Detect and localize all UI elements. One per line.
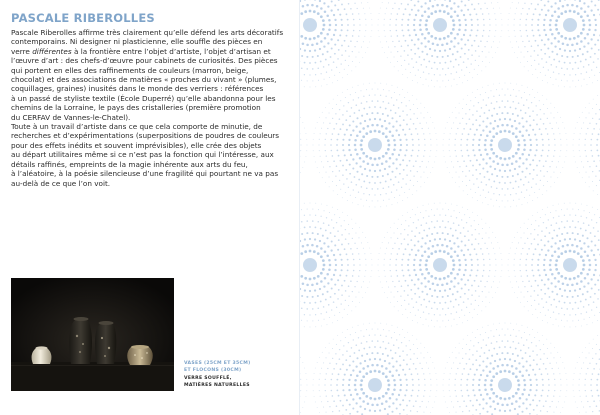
text-line: au-delà de ce que l’on voit. bbox=[11, 178, 111, 188]
beige-vase bbox=[127, 345, 153, 365]
burst-motif bbox=[300, 323, 307, 415]
caption-line: MATIÈRES NATURELLES bbox=[184, 383, 250, 388]
text-line: au départ utilitaires même si ce n’est pas la fonction qui l’intéresse, aux bbox=[11, 150, 274, 160]
burst-motif bbox=[573, 83, 600, 208]
paragraph-1 bbox=[11, 28, 291, 122]
text-line: recherches et d’expérimentations (superpositions de poudres de couleurs bbox=[11, 131, 280, 141]
burst-motif bbox=[508, 0, 600, 87]
caption-line: VASES (25CM ET 35CM) bbox=[184, 361, 251, 366]
burst-motif bbox=[300, 203, 372, 328]
text-line: Toute à un travail d’artiste dans ce que cela comporte de minutie, de bbox=[11, 122, 263, 132]
caption-line: ET FLOCONS (30CM) bbox=[184, 368, 242, 373]
dark-vase-left bbox=[69, 317, 92, 364]
burst-motif bbox=[508, 203, 600, 328]
burst-motif bbox=[443, 323, 568, 415]
text-line: à l’aléatoire, à la poésie silencieuse d’une fragilité qui pourtant ne va pas bbox=[11, 169, 279, 179]
radial-dot-pattern bbox=[300, 0, 600, 415]
burst-motif bbox=[313, 83, 438, 208]
text-line: coquillages, graines) inusités dans le monde des verriers : références bbox=[11, 84, 264, 94]
text-line: qui portent en elles des raffinements de couleurs (marron, beige, bbox=[11, 65, 249, 75]
text-line: à un passé de styliste textile (École Duperré) qu’elle abandonna pour les bbox=[11, 93, 276, 103]
article-title: PASCALE RIBEROLLES bbox=[11, 11, 155, 25]
text-line: détails raffinés, empreints de la magie inhérente aux arts du feu, bbox=[11, 159, 248, 169]
burst-motif bbox=[378, 0, 503, 87]
article-body bbox=[11, 28, 291, 188]
burst-motif bbox=[378, 203, 503, 328]
text-line bbox=[11, 47, 291, 56]
text-run: à la frontière entre l’objet d’artiste, l’objet d’artisan et bbox=[71, 46, 271, 56]
text-line: l’œuvre d’art : des chefs-d’œuvre pour cabinets de curiosités. Des pièces bbox=[11, 56, 278, 66]
burst-motif bbox=[573, 323, 600, 415]
text-line: chocolat) et des associations de matières « proches du vivant » (plumes, bbox=[11, 75, 277, 85]
text-line: pour des effets inédits et souvent imprévisibles), elle crée des objets bbox=[11, 140, 262, 150]
text-line: Pascale Riberolles affirme très clairement qu’elle défend les arts décoratifs bbox=[11, 28, 284, 37]
paragraph-2 bbox=[11, 122, 291, 188]
burst-motif bbox=[300, 83, 307, 208]
text-run: verre bbox=[11, 46, 33, 56]
italic-emphasis: différentes bbox=[32, 46, 72, 56]
caption-line: VERRE SOUFFLÉ, bbox=[184, 376, 232, 381]
right-page-pattern bbox=[300, 0, 600, 415]
text-line: chemins de la Lorraine, le pays des cristalleries (première promotion bbox=[11, 103, 261, 113]
burst-motif bbox=[443, 83, 568, 208]
text-line: du CERFAV de Vannes-le-Chatel). bbox=[11, 112, 131, 122]
text-line: contemporains. Ni designer ni plasticienne, elle souffle des pièces en bbox=[11, 37, 263, 47]
burst-motif bbox=[313, 323, 438, 415]
burst-motif bbox=[300, 0, 372, 87]
dark-vase-right bbox=[95, 321, 116, 364]
vases-photo bbox=[11, 278, 174, 391]
vases-illustration bbox=[11, 278, 174, 391]
photo-caption bbox=[184, 360, 294, 389]
